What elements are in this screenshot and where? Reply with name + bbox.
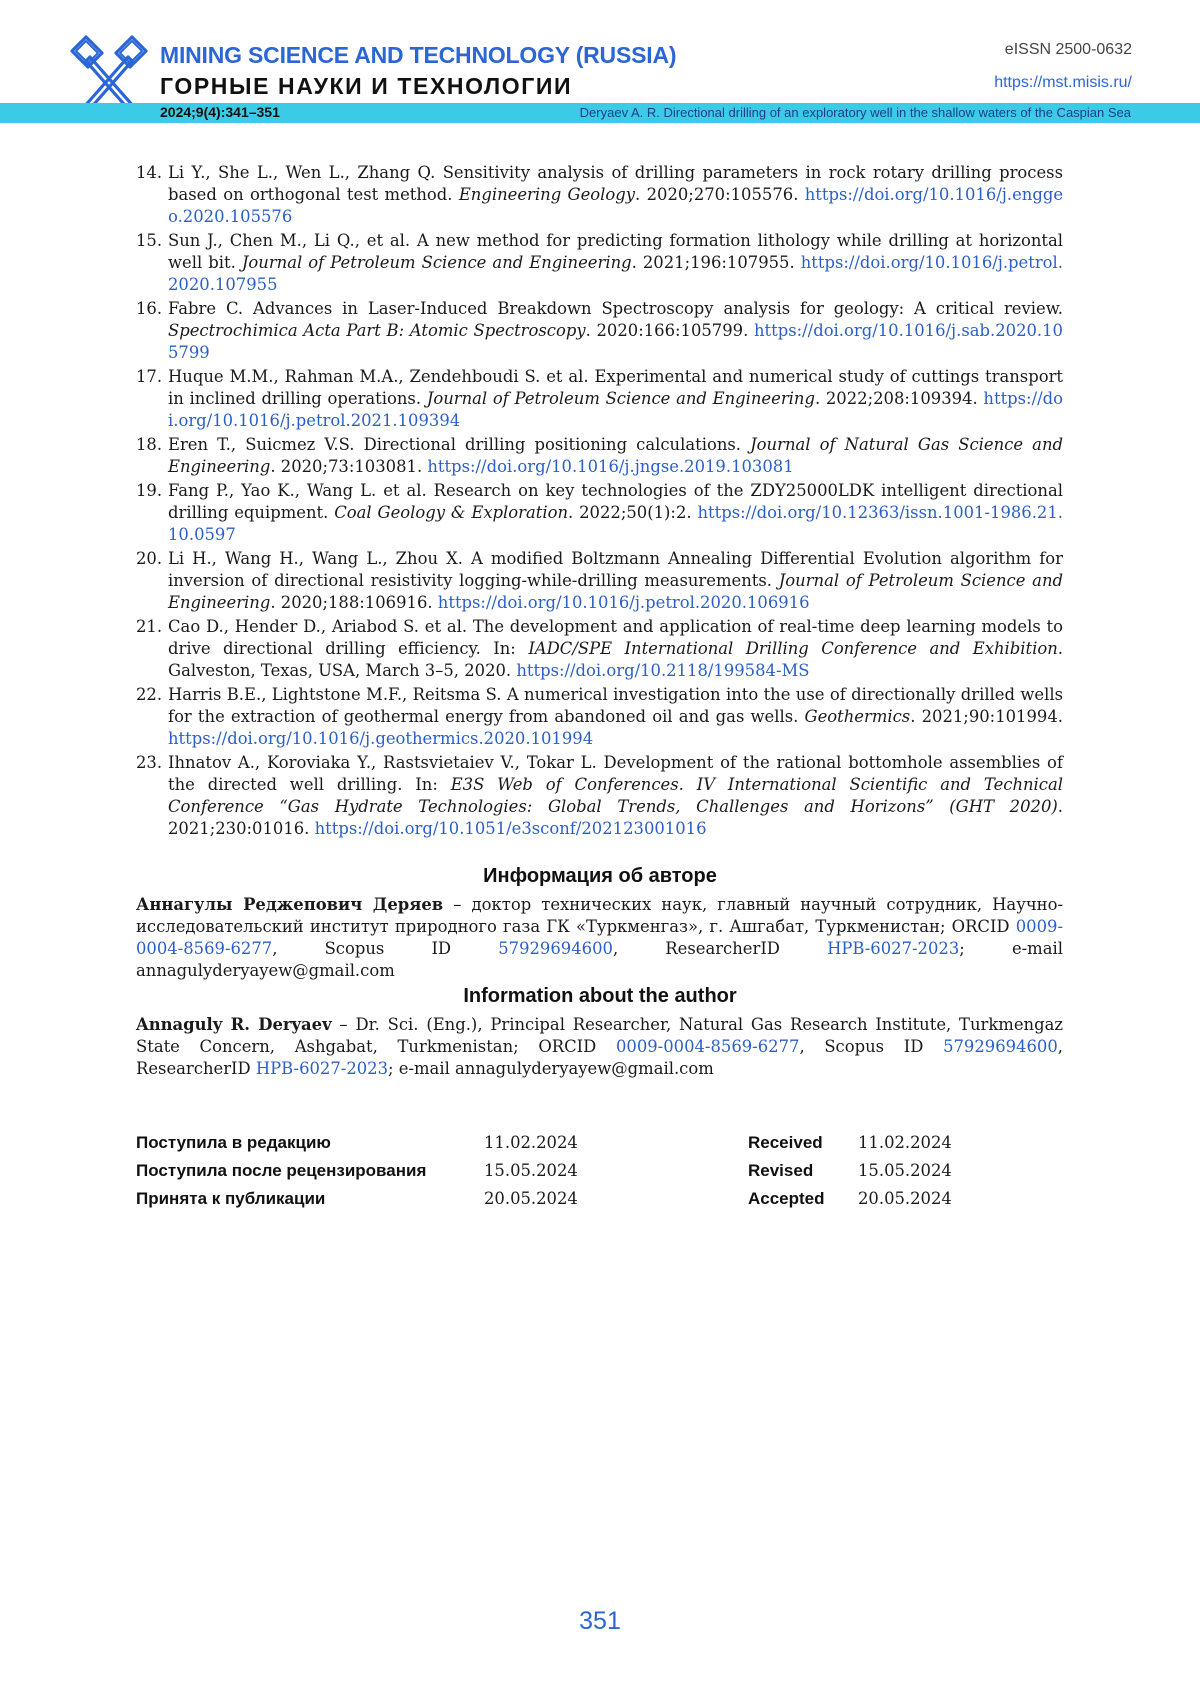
- reference-journal: IADC/SPE International Drilling Conference and Exhibition: [528, 639, 1058, 658]
- running-title: Deryaev A. R. Directional drilling of an exploratory well in the shallow waters of the Caspian Sea: [579, 105, 1131, 120]
- reference-journal: Coal Geology & Exploration: [334, 503, 569, 522]
- reference-text: Eren T., Suicmez V.S. Directional drilling positioning calculations.: [168, 435, 751, 454]
- reference-details: . 2020:166:105799.: [585, 321, 754, 340]
- date-value-en: 11.02.2024: [858, 1133, 952, 1152]
- date-label-en: Received: [748, 1133, 823, 1152]
- reference-number: 17.: [136, 367, 163, 386]
- date-label-ru: Поступила в редакцию: [136, 1133, 331, 1152]
- date-value-en: 15.05.2024: [858, 1161, 952, 1180]
- email-en: ; e-mail annagulyderyayew@gmail.com: [388, 1059, 714, 1078]
- journal-title-en: MINING SCIENCE AND TECHNOLOGY (RUSSIA): [160, 42, 677, 68]
- scopus-label-en: , Scopus ID: [799, 1037, 944, 1056]
- researcherid-link-ru[interactable]: HPB-6027-2023: [827, 939, 960, 958]
- reference-doi-link[interactable]: https://doi.org/10.2118/199584-MS: [516, 661, 810, 680]
- journal-title-ru: ГОРНЫЕ НАУКИ И ТЕХНОЛОГИИ: [160, 73, 573, 99]
- reference-text: Li H., Wang H., Wang L., Zhou X. A modified Boltzmann Annealing Differential Evolution algorithm for inversion of directional resistivity logging-while-drilling measurements.: [168, 549, 1063, 590]
- page-number: 351: [579, 1607, 621, 1635]
- author-info-title-ru: Информация об авторе: [483, 865, 717, 887]
- date-value-ru: 11.02.2024: [484, 1133, 578, 1152]
- reference-number: 16.: [136, 299, 163, 318]
- reference-details: . 2022;50(1):2.: [568, 503, 698, 522]
- reference-journal: Journal of Petroleum Science and Engineering: [168, 571, 1063, 612]
- reference-number: 23.: [136, 753, 163, 772]
- reference-number: 18.: [136, 435, 163, 454]
- researcherid-link-en[interactable]: HPB-6027-2023: [255, 1059, 389, 1078]
- reference-item: [136, 162, 1063, 228]
- reference-item: [136, 230, 1063, 296]
- date-value-ru: 15.05.2024: [484, 1161, 578, 1180]
- scopus-link-ru[interactable]: 57929694600: [498, 939, 613, 958]
- publication-dates: [136, 1130, 1063, 1214]
- date-label-en: Accepted: [748, 1189, 825, 1208]
- reference-item: [136, 366, 1063, 432]
- date-value-ru: 20.05.2024: [484, 1189, 578, 1208]
- reference-text: Ihnatov A., Koroviaka Y., Rastsvietaiev V., Tokar L. Development of the rational bottomhole assemblies of the directed well drilling. In:: [168, 753, 1063, 794]
- reference-details: . 2020;73:103081.: [270, 457, 428, 476]
- researcherid-label-en: , ResearcherID: [136, 1037, 1063, 1078]
- reference-doi-link[interactable]: https://doi.org/10.1016/j.petrol.2021.109394: [168, 389, 1063, 430]
- page-header: [0, 0, 1200, 125]
- author-info-ru: [136, 894, 1063, 982]
- reference-number: 19.: [136, 481, 163, 500]
- reference-doi-link[interactable]: https://doi.org/10.1016/j.petrol.2020.107955: [168, 253, 1063, 294]
- reference-item: [136, 752, 1063, 840]
- reference-journal: Journal of Natural Gas Science and Engineering: [168, 435, 1063, 476]
- reference-doi-link[interactable]: https://doi.org/10.12363/issn.1001-1986.21.10.0597: [168, 503, 1064, 544]
- reference-journal: E3S Web of Conferences. IV International Scientific and Technical Conference “Gas Hydrate Technologies: Global Trends, Challenges and Horizons” (GHT 2020): [168, 775, 1063, 816]
- reference-text: Li Y., She L., Wen L., Zhang Q. Sensitivity analysis of drilling parameters in rock rotary drilling process based on orthogonal test method.: [168, 163, 1063, 204]
- reference-details: . 2021;230:01016.: [168, 797, 1063, 838]
- reference-doi-link[interactable]: https://doi.org/10.1051/e3sconf/202123001016: [314, 819, 707, 838]
- author-bio-ru: – доктор технических наук, главный научный сотрудник, Научно-исследовательский институт природного газа ГК «Туркменгаз», г. Ашгабат, Туркменистан; ORCID: [136, 895, 1064, 936]
- reference-doi-link[interactable]: https://doi.org/10.1016/j.sab.2020.105799: [168, 321, 1063, 362]
- email-ru: ; e-mail annagulyderyayew@gmail.com: [136, 939, 1063, 980]
- reference-number: 14.: [136, 163, 163, 182]
- reference-item: [136, 548, 1063, 614]
- reference-text: Fabre C. Advances in Laser-Induced Breakdown Spectroscopy analysis for geology: A critical review.: [168, 299, 1063, 318]
- reference-number: 21.: [136, 617, 163, 636]
- scopus-label-ru: , Scopus ID: [272, 939, 499, 958]
- issue-info: 2024;9(4):341–351: [160, 104, 280, 120]
- date-label-ru: Поступила после рецензирования: [136, 1161, 427, 1180]
- crossed-hammers-logo-icon: [66, 33, 152, 113]
- reference-text: Huque M.M., Rahman M.A., Zendehboudi S. et al. Experimental and numerical study of cuttings transport in inclined drilling operations.: [168, 367, 1063, 408]
- reference-number: 20.: [136, 549, 163, 568]
- date-label-en: Revised: [748, 1161, 814, 1180]
- reference-details: . 2020;270:105576.: [635, 185, 805, 204]
- reference-number: 22.: [136, 685, 163, 704]
- author-name-ru: Аннагулы Реджепович Деряев: [136, 895, 444, 914]
- reference-details: . 2021;196:107955.: [631, 253, 801, 272]
- reference-details: . 2021;90:101994.: [910, 707, 1063, 726]
- reference-journal: Journal of Petroleum Science and Engineering: [241, 253, 632, 272]
- reference-item: [136, 616, 1063, 682]
- reference-doi-link[interactable]: https://doi.org/10.1016/j.geothermics.2020.101994: [168, 729, 594, 748]
- reference-journal: Engineering Geology: [458, 185, 636, 204]
- reference-details: . 2022;208:109394.: [814, 389, 984, 408]
- date-row-revised: [136, 1158, 1063, 1186]
- reference-journal: Journal of Petroleum Science and Engineering: [426, 389, 815, 408]
- reference-item: [136, 684, 1063, 750]
- reference-details: . Galveston, Texas, USA, March 3–5, 2020.: [168, 639, 1063, 680]
- author-name-en: Annaguly R. Deryaev: [136, 1015, 332, 1034]
- orcid-link-en[interactable]: 0009-0004-8569-6277: [615, 1037, 800, 1056]
- reference-item: [136, 434, 1063, 478]
- author-info-en: [136, 1014, 1063, 1080]
- reference-item: [136, 480, 1063, 546]
- reference-text: Cao D., Hender D., Ariabod S. et al. The development and application of real-time deep learning models to drive directional drilling efficiency. In:: [168, 617, 1063, 658]
- author-info-title-en: Information about the author: [463, 985, 737, 1007]
- scopus-link-en[interactable]: 57929694600: [943, 1037, 1058, 1056]
- reference-doi-link[interactable]: https://doi.org/10.1016/j.jngse.2019.103081: [427, 457, 794, 476]
- reference-text: Sun J., Chen M., Li Q., et al. A new method for predicting formation lithology while drilling at horizontal well bit.: [168, 231, 1063, 272]
- reference-text: Fang P., Yao K., Wang L. et al. Research on key technologies of the ZDY25000LDK intelligent directional drilling equipment.: [168, 481, 1063, 522]
- eissn: eISSN 2500-0632: [1004, 41, 1132, 58]
- reference-journal: Geothermics: [804, 707, 911, 726]
- reference-doi-link[interactable]: https://doi.org/10.1016/j.enggeo.2020.105576: [168, 185, 1064, 226]
- date-value-en: 20.05.2024: [858, 1189, 952, 1208]
- orcid-link-ru[interactable]: 0009-0004-8569-6277: [136, 917, 1063, 958]
- date-label-ru: Принята к публикации: [136, 1189, 326, 1208]
- reference-doi-link[interactable]: https://doi.org/10.1016/j.petrol.2020.106916: [437, 593, 810, 612]
- author-bio-en: – Dr. Sci. (Eng.), Principal Researcher, Natural Gas Research Institute, Turkmengaz State Concern, Ashgabat, Turkmenistan; ORCID: [136, 1015, 1063, 1056]
- date-row-received: [136, 1130, 1063, 1158]
- reference-item: [136, 298, 1063, 364]
- reference-text: Harris B.E., Lightstone M.F., Reitsma S. A numerical investigation into the use of directionally drilled wells for the extraction of geothermal energy from abandoned oil and gas wells.: [168, 685, 1063, 726]
- journal-url-link[interactable]: https://mst.misis.ru/: [994, 74, 1132, 91]
- reference-list: [136, 162, 1063, 842]
- date-row-accepted: [136, 1186, 1063, 1214]
- reference-journal: Spectrochimica Acta Part B: Atomic Spectroscopy: [168, 321, 586, 340]
- reference-number: 15.: [136, 231, 163, 250]
- reference-details: . 2020;188:106916.: [270, 593, 438, 612]
- researcherid-label-ru: , ResearcherID: [612, 939, 828, 958]
